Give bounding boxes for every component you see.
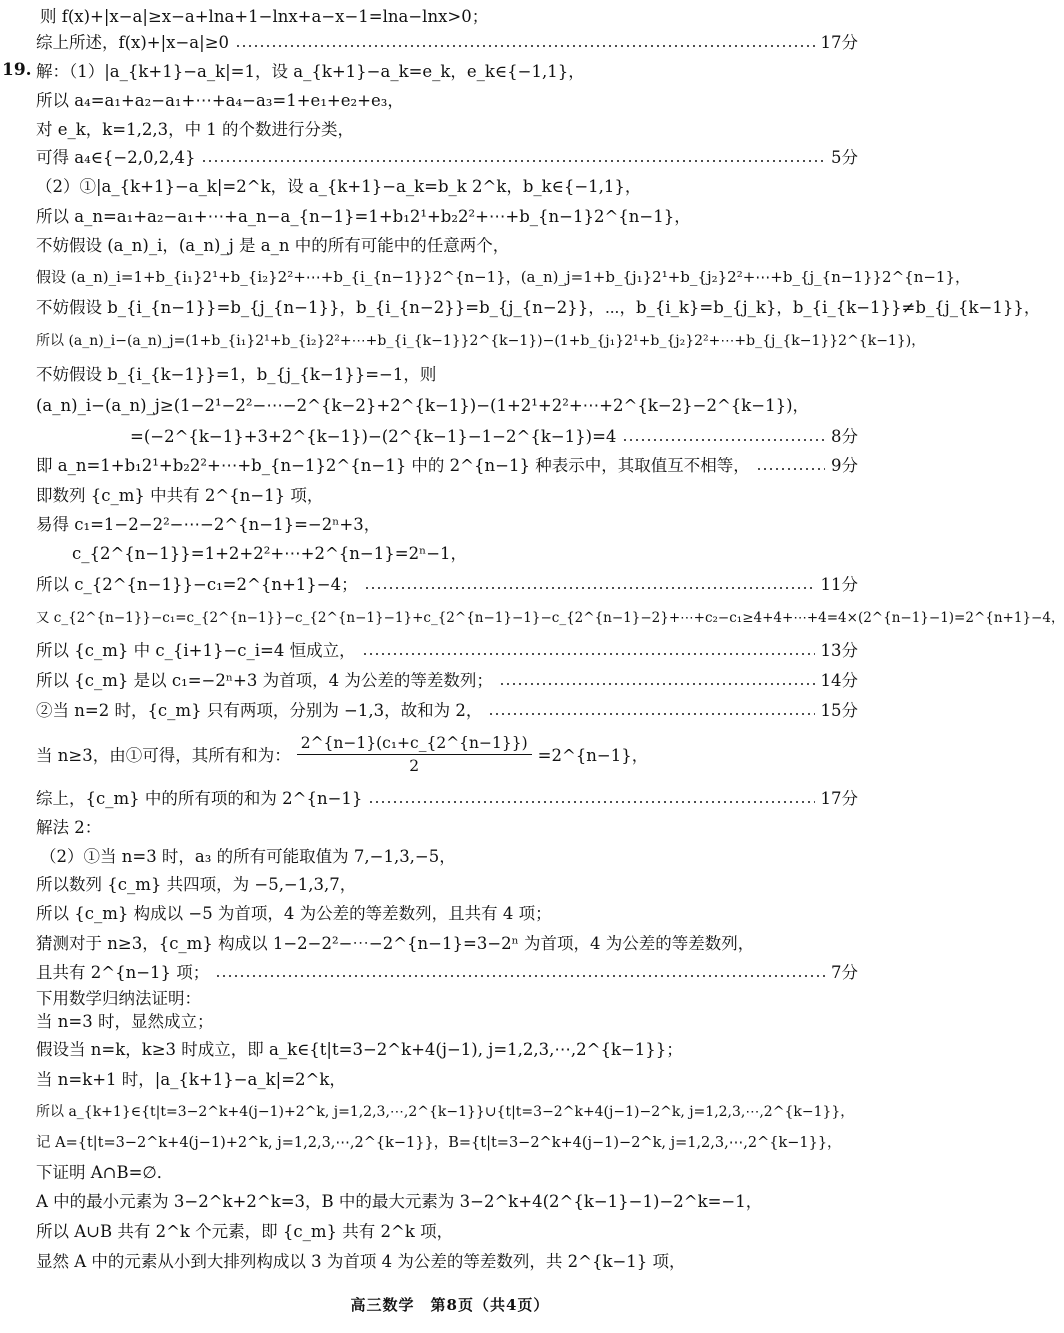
sum-fraction: [297, 734, 532, 775]
text-line: （2）①当 n=3 时，a₃ 的所有可能取值为 7,−1,3,−5，: [40, 847, 456, 866]
text-line: 综上，{c_m} 中的所有项的和为 2^{n−1} 17分: [36, 786, 858, 812]
text-line: 假设 (a_n)_i=1+b_{i₁}2¹+b_{i₂}2²+⋯+b_{i_{n−1}}2^{n−1}，(a_n)_j=1+b_{j₁}2¹+b_{j₂}2²+⋯+b_{j_{n−1}}2^{n−1}，: [36, 268, 971, 286]
text-line: 所以 a₄=a₁+a₂−a₁+⋯+a₄−a₃=1+e₁+e₂+e₃，: [36, 91, 404, 110]
text-line: 不妨假设 (a_n)_i，(a_n)_j 是 a_n 中的所有可能中的任意两个，: [36, 236, 510, 255]
score-mark: 9分: [831, 456, 858, 475]
leader-dots: [364, 587, 815, 589]
text-line: 不妨假设 b_{i_{k−1}}=1，b_{j_{k−1}}=−1，则: [36, 365, 437, 384]
text-line: 猜测对于 n≥3，{c_m} 构成以 1−2−2²−⋯−2^{n−1}=3−2ⁿ 为首项，4 为公差的等差数列，: [36, 934, 755, 953]
fraction-numerator: 2^{n−1}(c₁+c_{2^{n−1}}): [297, 734, 532, 755]
text-line: 当 n=3 时，显然成立；: [36, 1012, 214, 1031]
page-footer: 高三数学 第8页（共4页）: [350, 1296, 550, 1314]
text-line: (a_n)_i−(a_n)_j≥(1−2¹−2²−⋯−2^{k−2}+2^{k−1})−(1+2¹+2²+⋯+2^{k−2}−2^{k−1})，: [36, 396, 810, 415]
text-line: 所以 {c_m} 中 c_{i+1}−c_i=4 恒成立， 13分: [36, 638, 858, 664]
text-line: 所以 {c_m} 是以 c₁=−2ⁿ+3 为首项，4 为公差的等差数列； 14分: [36, 668, 858, 694]
text-line: A 中的最小元素为 3−2^k+2^k=3，B 中的最大元素为 3−2^k+4(2^{k−1}−1)−2^k=−1，: [36, 1192, 763, 1211]
text-line: 假设当 n=k，k≥3 时成立，即 a_k∈{t|t=3−2^k+4(j−1), j=1,2,3,⋯,2^{k−1}}；: [36, 1040, 683, 1059]
text-line: 所以 {c_m} 构成以 −5 为首项，4 为公差的等差数列，且共有 4 项；: [36, 904, 552, 923]
text-line: ②当 n=2 时，{c_m} 只有两项，分别为 −1,3，故和为 2， 15分: [36, 698, 858, 724]
text-line: 不妨假设 b_{i_{n−1}}=b_{j_{n−1}}，b_{i_{n−2}}=b_{j_{n−2}}，⋯，b_{i_k}=b_{j_k}，b_{i_{k−1}}≠b_{j_{k−1}}，: [36, 298, 1041, 317]
score-mark: 5分: [831, 148, 858, 167]
sum-prefix: 当 n≥3，由①可得，其所有和为：: [36, 746, 291, 765]
leader-dots: [215, 975, 825, 977]
text-line: 综上所述，f(x)+|x−a|≥0 17分: [36, 30, 858, 56]
text-line: 所以 a_{k+1}∈{t|t=3−2^k+4(j−1)+2^k, j=1,2,3,⋯,2^{k−1}}∪{t|t=3−2^k+4(j−1)−2^k, j=1,2,3,⋯,2^{k−1}}，: [36, 1104, 855, 1120]
score-mark: 15分: [820, 701, 858, 720]
text-line: 所以数列 {c_m} 共四项，为 −5,−1,3,7，: [36, 875, 357, 894]
score-mark: 17分: [820, 33, 858, 52]
question-number: 19.: [2, 60, 32, 80]
text-line: 当 n=k+1 时，|a_{k+1}−a_k|=2^k，: [36, 1070, 346, 1089]
text-line: 所以 a_n=a₁+a₂−a₁+⋯+a_n−a_{n−1}=1+b₁2¹+b₂2²+⋯+b_{n−1}2^{n−1}，: [36, 207, 691, 226]
text-line: 下证明 A∩B=∅．: [36, 1163, 174, 1182]
score-mark: 17分: [820, 789, 858, 808]
sum-formula-line: [36, 724, 858, 784]
leader-dots: [362, 653, 815, 655]
score-mark: 14分: [820, 671, 858, 690]
score-mark: 11分: [820, 575, 858, 594]
text-line: 对 e_k，k=1,2,3，中 1 的个数进行分类，: [36, 120, 355, 139]
leader-dots: [488, 713, 814, 715]
text-line: 且共有 2^{n−1} 项； 7分: [36, 960, 858, 986]
score-mark: 13分: [820, 641, 858, 660]
text-line: 可得 a₄∈{−2,0,2,4} 5分: [36, 145, 858, 171]
text-line: 所以 A∪B 共有 2^k 个元素，即 {c_m} 共有 2^k 项，: [36, 1222, 454, 1241]
text-line: 易得 c₁=1−2−2²−⋯−2^{n−1}=−2ⁿ+3，: [36, 515, 381, 534]
text-line: 则 f(x)+|x−a|≥x−a+lna+1−lnx+a−x−1=lna−lnx>0；: [40, 7, 489, 26]
leader-dots: [201, 160, 825, 162]
text-line: =(−2^{k−1}+3+2^{k−1})−(2^{k−1}−1−2^{k−1})=4 8分: [130, 424, 858, 450]
text-line: 所以 (a_n)_i−(a_n)_j=(1+b_{i₁}2¹+b_{i₂}2²+⋯+b_{i_{k−1}}2^{k−1})−(1+b_{j₁}2¹+b_{j₂}2²+⋯+b_{j_{k−1}}2^{k−1})，: [36, 333, 926, 349]
text-line: 又 c_{2^{n−1}}−c₁=c_{2^{n−1}}−c_{2^{n−1}−1}+c_{2^{n−1}−1}−c_{2^{n−1}−2}+⋯+c₂−c₁≥4+4+⋯+4=4×(2^{n−1}−1)=2^{n+1}−4，: [36, 610, 1064, 626]
text-line: 记 A={t|t=3−2^k+4(j−1)+2^k, j=1,2,3,⋯,2^{k−1}}，B={t|t=3−2^k+4(j−1)−2^k, j=1,2,3,⋯,2^{k−1}}，: [36, 1135, 842, 1151]
leader-dots: [756, 468, 825, 470]
score-mark: 7分: [831, 963, 858, 982]
text-line: 显然 A 中的元素从小到大排列构成以 3 为首项 4 为公差的等差数列，共 2^{k−1} 项，: [36, 1252, 686, 1271]
fraction-denominator: 2: [409, 756, 420, 775]
text-line: 下用数学归纳法证明：: [36, 989, 201, 1008]
leader-dots: [499, 683, 815, 685]
text-line: 解：（1）|a_{k+1}−a_k|=1，设 a_{k+1}−a_k=e_k，e_k∈{−1,1}，: [36, 62, 585, 81]
text-line: 解法 2：: [36, 818, 102, 837]
leader-dots: [368, 801, 814, 803]
text-line: 所以 c_{2^{n−1}}−c₁=2^{n+1}−4； 11分: [36, 572, 858, 598]
text-line: 即数列 {c_m} 中共有 2^{n−1} 项，: [36, 486, 324, 505]
sum-suffix: =2^{n−1}，: [537, 746, 649, 765]
leader-dots: [622, 439, 825, 441]
score-mark: 8分: [831, 427, 858, 446]
text-line: c_{2^{n−1}}=1+2+2²+⋯+2^{n−1}=2ⁿ−1，: [72, 544, 468, 563]
leader-dots: [235, 45, 814, 47]
text-line: 即 a_n=1+b₁2¹+b₂2²+⋯+b_{n−1}2^{n−1} 中的 2^{n−1} 种表示中，其取值互不相等， 9分: [36, 453, 858, 479]
text-line: （2）①|a_{k+1}−a_k|=2^k，设 a_{k+1}−a_k=b_k 2^k，b_k∈{−1,1}，: [36, 177, 642, 196]
